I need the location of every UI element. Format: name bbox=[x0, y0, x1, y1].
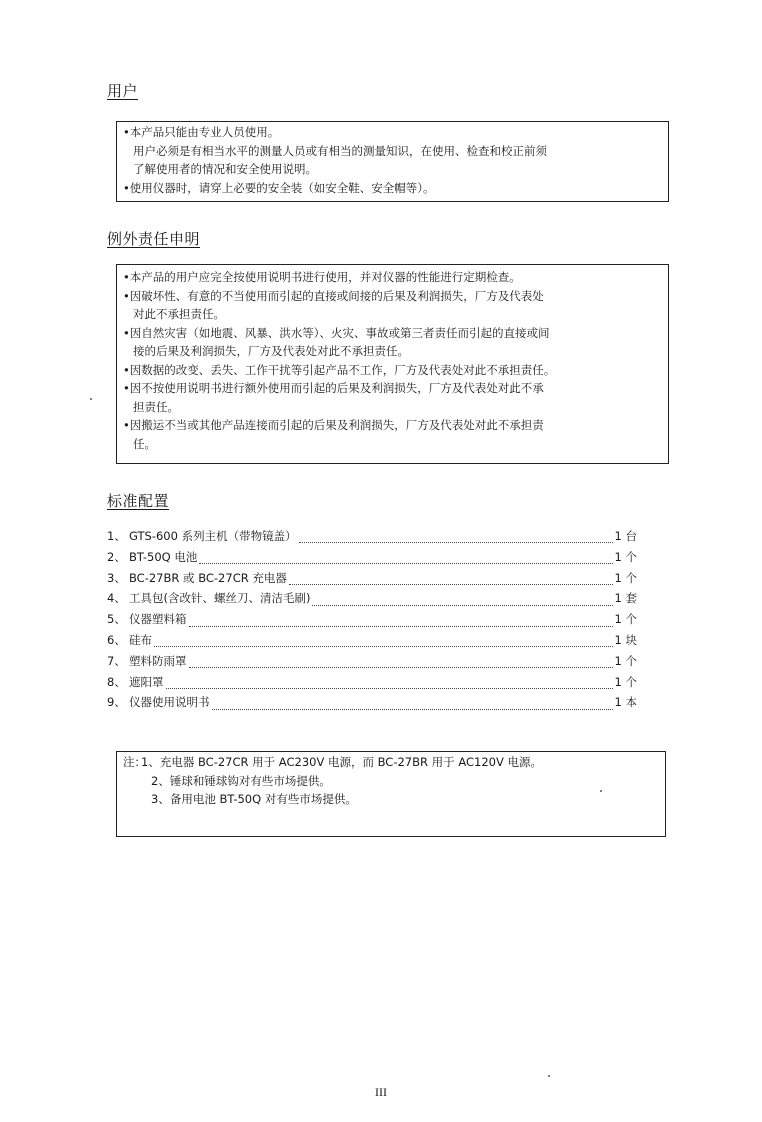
leader-dots bbox=[189, 617, 613, 627]
config-item-name: 仪器使用说明书 bbox=[129, 695, 210, 710]
config-item-number: 8、 bbox=[107, 674, 126, 689]
user-notice-box bbox=[116, 121, 669, 202]
notes-prefix: 注： bbox=[123, 755, 146, 769]
disclaimer-line-4: •因自然灾害（如地震、风暴、洪水等）、火灾、事故或第三者责任而引起的直接或间 bbox=[123, 325, 550, 340]
config-item-name: 硅布 bbox=[129, 632, 152, 647]
config-item-number: 6、 bbox=[107, 632, 126, 647]
config-item-name: BT-50Q 电池 bbox=[129, 549, 198, 564]
section-title-disclaimer: 例外责任申明 bbox=[107, 230, 201, 248]
disclaimer-line-8: 担责任。 bbox=[133, 399, 179, 414]
config-item-number: 9、 bbox=[107, 695, 126, 710]
section-title-standard-config: 标准配置 bbox=[107, 492, 170, 510]
disclaimer-line-7: •因不按使用说明书进行额外使用而引起的后果及利润损失，厂方及代表处对此不承 bbox=[123, 381, 544, 395]
config-item-name: GTS-600 系列主机（带物镜盖） bbox=[129, 529, 297, 543]
config-item-number: 4、 bbox=[107, 591, 126, 606]
user-line-3: 了解使用者的情况和安全使用说明。 bbox=[133, 162, 317, 176]
user-line-2: 用户必须是有相当水平的测量人员或有相当的测量知识，在使用、检查和校正前须 bbox=[133, 143, 547, 158]
disclaimer-line-6: •因数据的改变、丢失、工作干扰等引起产品不工作，厂方及代表处对此不承担责任。 bbox=[123, 362, 556, 377]
disclaimer-line-2: •因破坏性、有意的不当使用而引起的直接或间接的后果及利润损失，厂方及代表处 bbox=[123, 288, 544, 303]
standard-config-list bbox=[107, 528, 637, 715]
config-item bbox=[107, 653, 637, 674]
config-item-number: 7、 bbox=[107, 653, 126, 668]
config-item bbox=[107, 590, 637, 611]
notes-box bbox=[116, 751, 666, 837]
note-line-3: 3、备用电池 BT-50Q 对有些市场提供。 bbox=[151, 792, 357, 806]
disclaimer-line-1: •本产品的用户应完全按使用说明书进行使用，并对仪器的性能进行定期检查。 bbox=[123, 270, 521, 284]
note-line-1: 1、充电器 BC-27CR 用于 AC230V 电源，而 BC-27BR 用于 AC120V 电源。 bbox=[141, 755, 542, 769]
config-item-number: 3、 bbox=[107, 570, 126, 585]
config-item-quantity: 1 本 bbox=[614, 695, 637, 710]
leader-dots bbox=[199, 554, 612, 564]
disclaimer-line-10: 任。 bbox=[133, 436, 156, 451]
leader-dots bbox=[312, 596, 612, 606]
leader-dots bbox=[154, 637, 613, 647]
scan-speck bbox=[600, 790, 602, 792]
config-item-number: 1、 bbox=[107, 529, 126, 543]
note-line-2: 2、锤球和锤球钩对有些市场提供。 bbox=[151, 773, 331, 788]
leader-dots bbox=[289, 575, 613, 585]
config-item bbox=[107, 570, 637, 591]
leader-dots bbox=[299, 533, 613, 543]
config-item-quantity: 1 个 bbox=[614, 549, 637, 564]
config-item-quantity: 1 块 bbox=[614, 632, 637, 647]
section-title-user: 用户 bbox=[107, 82, 139, 100]
user-line-4: •使用仪器时，请穿上必要的安全装（如安全鞋、安全帽等）。 bbox=[123, 180, 435, 195]
disclaimer-line-9: •因搬运不当或其他产品连接而引起的后果及利润损失，厂方及代表处对此不承担责 bbox=[123, 418, 544, 432]
config-item bbox=[107, 528, 637, 549]
config-item-name: 工具包(含改针、螺丝刀、清洁毛刷) bbox=[129, 591, 311, 606]
config-item-number: 5、 bbox=[107, 612, 126, 627]
config-item-quantity: 1 个 bbox=[614, 674, 637, 689]
config-item bbox=[107, 674, 637, 695]
config-item-name: 仪器塑料箱 bbox=[129, 612, 187, 627]
config-item-name: 塑料防雨罩 bbox=[129, 653, 187, 668]
config-item-quantity: 1 台 bbox=[614, 529, 637, 543]
config-item-quantity: 1 个 bbox=[614, 612, 637, 627]
scan-speck bbox=[548, 1075, 550, 1077]
scan-speck bbox=[90, 398, 92, 400]
user-line-1: •本产品只能由专业人员使用。 bbox=[123, 125, 280, 139]
config-item-quantity: 1 个 bbox=[614, 570, 637, 585]
config-item-name: 遮阳罩 bbox=[129, 674, 164, 689]
config-item bbox=[107, 694, 637, 715]
leader-dots bbox=[189, 658, 613, 668]
config-item-name: BC-27BR 或 BC-27CR 充电器 bbox=[129, 570, 287, 585]
config-item-number: 2、 bbox=[107, 549, 126, 564]
config-item bbox=[107, 549, 637, 570]
page-number: III bbox=[375, 1085, 387, 1099]
leader-dots bbox=[166, 679, 613, 689]
config-item-quantity: 1 套 bbox=[614, 591, 637, 606]
disclaimer-line-5: 接的后果及利润损失，厂方及代表处对此不承担责任。 bbox=[133, 344, 409, 358]
leader-dots bbox=[212, 700, 613, 710]
config-item-quantity: 1 个 bbox=[614, 653, 637, 668]
disclaimer-line-3: 对此不承担责任。 bbox=[133, 307, 225, 321]
config-item bbox=[107, 611, 637, 632]
config-item bbox=[107, 632, 637, 653]
disclaimer-box bbox=[116, 264, 669, 464]
